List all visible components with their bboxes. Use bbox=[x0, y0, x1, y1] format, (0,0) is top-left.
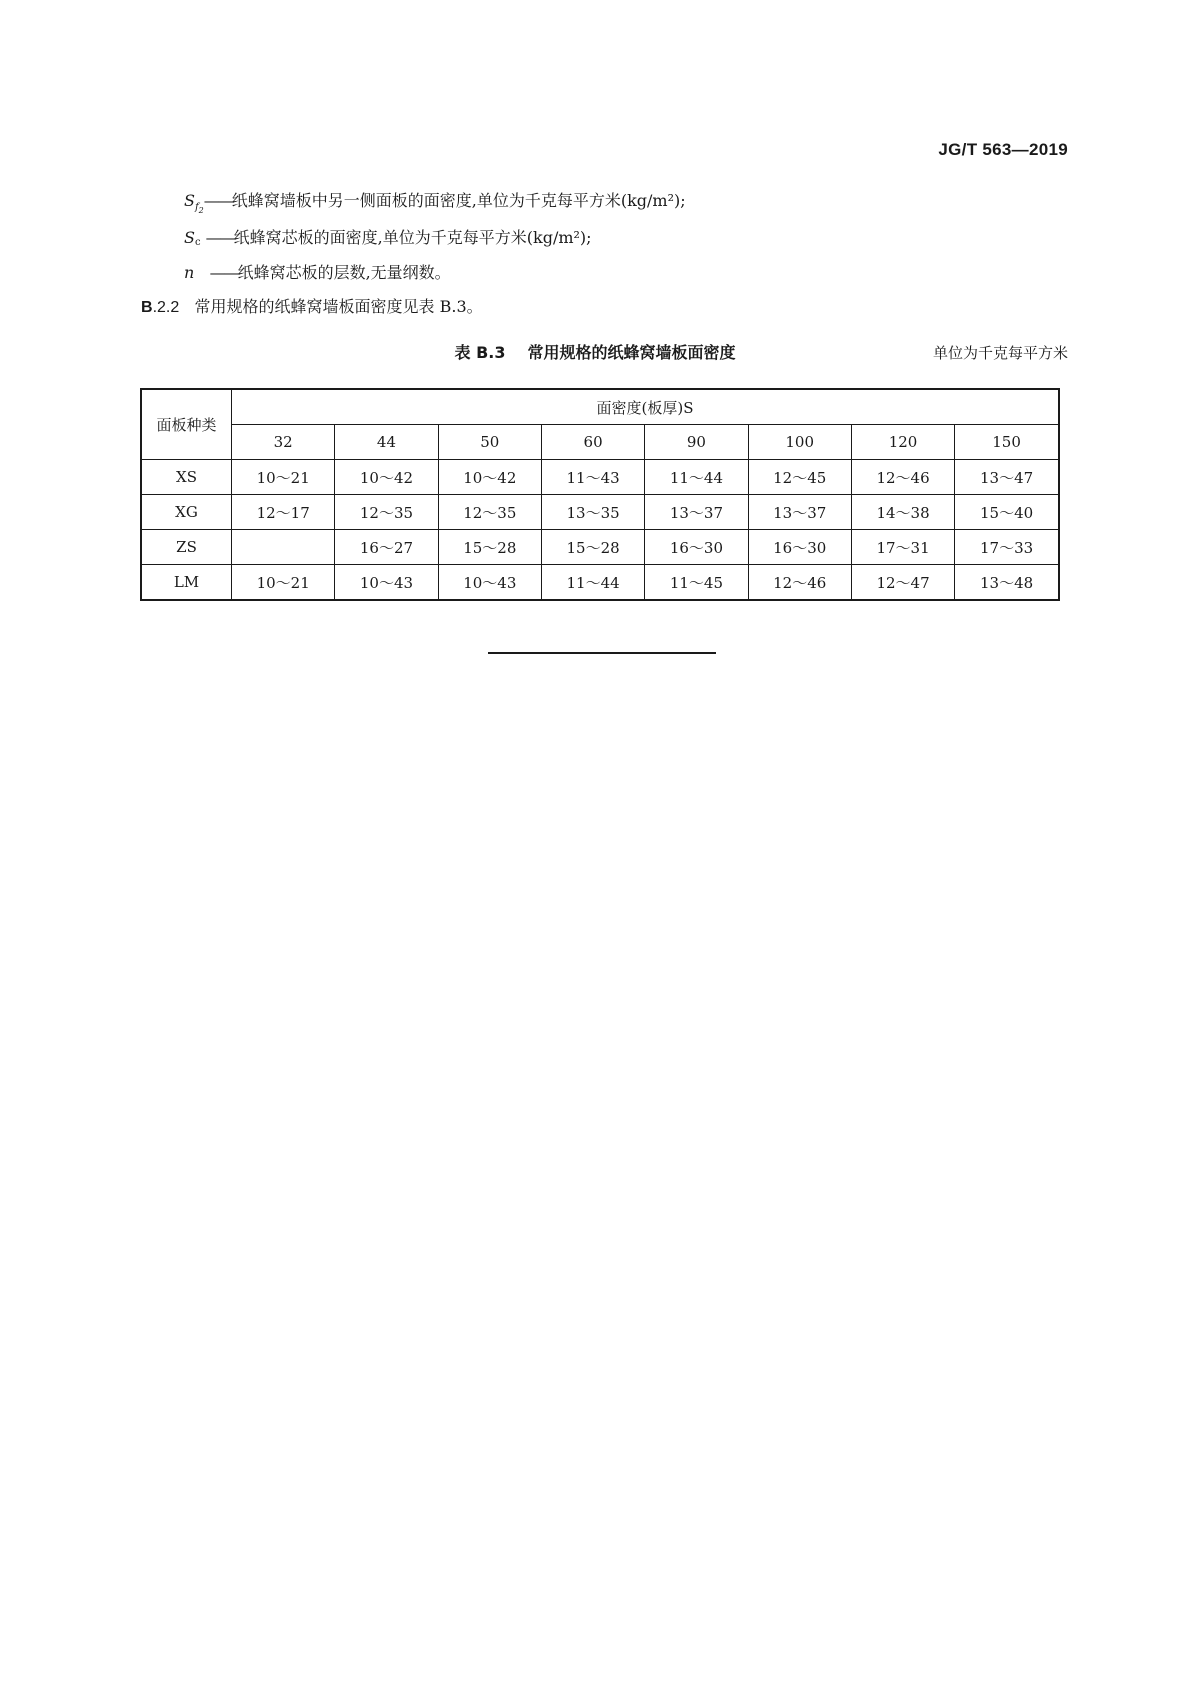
value-cell: 12～35 bbox=[438, 495, 541, 530]
symbol: Sc bbox=[184, 228, 201, 248]
value-cell: 10～43 bbox=[335, 565, 438, 601]
column-header: 32 bbox=[232, 425, 335, 460]
table-header-row bbox=[141, 389, 1059, 425]
value-cell: 13～37 bbox=[645, 495, 748, 530]
value-cell: 11～45 bbox=[645, 565, 748, 601]
panel-type-cell: LM bbox=[141, 565, 232, 601]
value-cell: 16～30 bbox=[645, 530, 748, 565]
clause-number: B.2.2 bbox=[141, 299, 180, 316]
value-cell: 13～48 bbox=[955, 565, 1059, 601]
value-cell: 10～21 bbox=[232, 565, 335, 601]
value-cell: 10～42 bbox=[438, 460, 541, 495]
table-row bbox=[141, 565, 1059, 601]
value-cell: 12～46 bbox=[748, 565, 851, 601]
symbol: $S_{f_2}$ bbox=[184, 191, 204, 216]
column-header: 44 bbox=[335, 425, 438, 460]
definition-sc bbox=[184, 225, 592, 248]
definition-sf2 bbox=[184, 188, 686, 215]
value-cell: 11～43 bbox=[541, 460, 644, 495]
value-cell: 15～40 bbox=[955, 495, 1059, 530]
thickness-header-row bbox=[141, 425, 1059, 460]
table-row bbox=[141, 530, 1059, 565]
value-cell: 12～45 bbox=[748, 460, 851, 495]
clause-b22 bbox=[141, 294, 483, 317]
column-header: 50 bbox=[438, 425, 541, 460]
value-cell: 12～47 bbox=[851, 565, 954, 601]
value-cell: 17～33 bbox=[955, 530, 1059, 565]
end-of-document-rule bbox=[488, 652, 716, 654]
value-cell: 12～17 bbox=[232, 495, 335, 530]
panel-type-cell: XG bbox=[141, 495, 232, 530]
value-cell: 16～27 bbox=[335, 530, 438, 565]
dash: —— bbox=[205, 228, 234, 247]
dash: —— bbox=[209, 263, 238, 282]
density-table bbox=[140, 388, 1060, 601]
value-cell: 15～28 bbox=[541, 530, 644, 565]
value-cell: 10～43 bbox=[438, 565, 541, 601]
value-cell: 12～46 bbox=[851, 460, 954, 495]
value-cell: 17～31 bbox=[851, 530, 954, 565]
table-number: 表 B.3 bbox=[454, 343, 506, 362]
table-unit: 单位为千克每平方米 bbox=[932, 344, 1068, 362]
value-cell: 11～44 bbox=[645, 460, 748, 495]
definition-text: 纸蜂窝芯板的层数,无量纲数。 bbox=[237, 263, 451, 282]
value-cell: 10～21 bbox=[232, 460, 335, 495]
row-header: 面板种类 bbox=[141, 389, 232, 460]
standard-code: JG/T 563—2019 bbox=[938, 140, 1068, 159]
value-cell: 16～30 bbox=[748, 530, 851, 565]
clause-text: 常用规格的纸蜂窝墙板面密度见表 B.3。 bbox=[194, 297, 483, 316]
group-header: 面密度(板厚)S bbox=[232, 389, 1060, 425]
value-cell: 10～42 bbox=[335, 460, 438, 495]
panel-type-cell: XS bbox=[141, 460, 232, 495]
value-cell: 13～37 bbox=[748, 495, 851, 530]
value-cell: 15～28 bbox=[438, 530, 541, 565]
value-cell: 13～47 bbox=[955, 460, 1059, 495]
column-header: 150 bbox=[955, 425, 1059, 460]
column-header: 90 bbox=[645, 425, 748, 460]
panel-type-cell: ZS bbox=[141, 530, 232, 565]
table-row bbox=[141, 495, 1059, 530]
table-title: 常用规格的纸蜂窝墙板面密度 bbox=[527, 343, 736, 362]
value-cell: 14～38 bbox=[851, 495, 954, 530]
table-row bbox=[141, 460, 1059, 495]
column-header: 100 bbox=[748, 425, 851, 460]
value-cell: 13～35 bbox=[541, 495, 644, 530]
definition-text: 纸蜂窝墙板中另一侧面板的面密度,单位为千克每平方米(kg/m²); bbox=[231, 191, 686, 210]
value-cell: 11～44 bbox=[541, 565, 644, 601]
column-header: 120 bbox=[851, 425, 954, 460]
value-cell: 12～35 bbox=[335, 495, 438, 530]
value-cell bbox=[232, 530, 335, 565]
symbol: n bbox=[184, 263, 195, 282]
definition-n bbox=[184, 260, 451, 283]
column-header: 60 bbox=[541, 425, 644, 460]
definition-text: 纸蜂窝芯板的面密度,单位为千克每平方米(kg/m²); bbox=[233, 228, 592, 247]
dash: —— bbox=[203, 191, 232, 210]
